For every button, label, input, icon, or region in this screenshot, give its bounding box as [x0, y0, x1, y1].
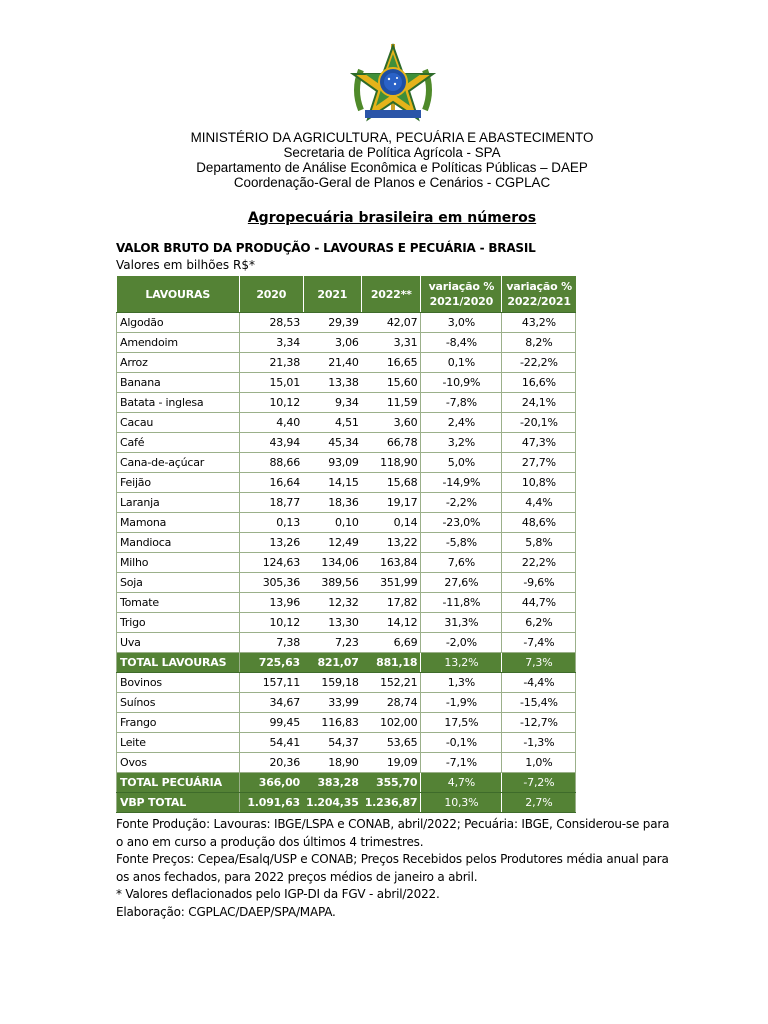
value-2022: 1.236,87 [362, 793, 421, 813]
value-2022: 351,99 [362, 573, 421, 593]
value-2022: 19,17 [362, 493, 421, 513]
value-2021: 389,56 [303, 573, 362, 593]
value-2020: 28,53 [240, 313, 304, 333]
variation-2022-2021: 6,2% [502, 613, 576, 633]
variation-2022-2021: -7,4% [502, 633, 576, 653]
row-label: Bovinos [117, 673, 240, 693]
note-production-source: Fonte Produção: Lavouras: IBGE/LSPA e CONAB, abril/2022; Pecuária: IBGE, Considerou-se para [116, 817, 670, 831]
variation-2021-2020: 2,4% [421, 413, 502, 433]
row-label: Amendoim [117, 333, 240, 353]
row-label: Laranja [117, 493, 240, 513]
table-row [117, 333, 576, 353]
col-variation-2022-2021 [502, 276, 576, 313]
value-2022: 14,12 [362, 613, 421, 633]
row-label: Milho [117, 553, 240, 573]
variation-2022-2021: 8,2% [502, 333, 576, 353]
ministry-name: MINISTÉRIO DA AGRICULTURA, PECUÁRIA E ABASTECIMENTO [190, 130, 594, 145]
value-2022: 102,00 [362, 713, 421, 733]
value-2022: 0,14 [362, 513, 421, 533]
note-elaboration: Elaboração: CGPLAC/DAEP/SPA/MAPA. [116, 904, 336, 919]
variation-2021-2020: 31,3% [421, 613, 502, 633]
value-2021: 18,36 [303, 493, 362, 513]
table-row [117, 673, 576, 693]
value-2020: 1.091,63 [240, 793, 304, 813]
value-2021: 159,18 [303, 673, 362, 693]
value-2020: 13,26 [240, 533, 304, 553]
value-2022: 15,60 [362, 373, 421, 393]
value-2020: 366,00 [240, 773, 304, 793]
value-2022: 3,31 [362, 333, 421, 353]
value-2022: 19,09 [362, 753, 421, 773]
variation-2021-2020: -7,8% [421, 393, 502, 413]
value-2020: 3,34 [240, 333, 304, 353]
variation-2022-2021: 44,7% [502, 593, 576, 613]
variation-2022-2021: -7,2% [502, 773, 576, 793]
variation-2021-2020: -10,9% [421, 373, 502, 393]
variation-2022-2021: 4,4% [502, 493, 576, 513]
value-2021: 45,34 [303, 433, 362, 453]
value-2022: 42,07 [362, 313, 421, 333]
row-label: TOTAL LAVOURAS [117, 653, 240, 673]
table-row [117, 693, 576, 713]
value-2021: 18,90 [303, 753, 362, 773]
table-row [117, 733, 576, 753]
secretariat-name: Secretaria de Política Agrícola - SPA [283, 145, 501, 160]
coat-of-arms-emblem [347, 40, 439, 124]
value-2020: 20,36 [240, 753, 304, 773]
row-label: Mamona [117, 513, 240, 533]
variation-2021-2020: -8,4% [421, 333, 502, 353]
value-2020: 21,38 [240, 353, 304, 373]
row-label: Mandioca [117, 533, 240, 553]
note-price-source-cont: os anos fechados, para 2022 preços médios de janeiro a abril. [116, 869, 478, 884]
document-title: Agropecuária brasileira em números [247, 210, 537, 226]
variation-2022-2021: -1,3% [502, 733, 576, 753]
variation-2021-2020: -14,9% [421, 473, 502, 493]
row-label: Café [117, 433, 240, 453]
variation-2022-2021: -12,7% [502, 713, 576, 733]
value-2021: 7,23 [303, 633, 362, 653]
value-2021: 54,37 [303, 733, 362, 753]
value-2020: 54,41 [240, 733, 304, 753]
value-2022: 3,60 [362, 413, 421, 433]
table-row [117, 533, 576, 553]
table-row [117, 553, 576, 573]
table-row [117, 493, 576, 513]
variation-2021-2020: 5,0% [421, 453, 502, 473]
table-row [117, 393, 576, 413]
value-2020: 124,63 [240, 553, 304, 573]
value-2020: 7,38 [240, 633, 304, 653]
value-2022: 15,68 [362, 473, 421, 493]
variation-2021-2020: -2,2% [421, 493, 502, 513]
value-2021: 116,83 [303, 713, 362, 733]
value-2020: 305,36 [240, 573, 304, 593]
col-2020: 2020 [240, 276, 304, 313]
variation-2021-2020: -0,1% [421, 733, 502, 753]
value-2020: 725,63 [240, 653, 304, 673]
value-2022: 881,18 [362, 653, 421, 673]
row-label: Soja [117, 573, 240, 593]
ministry-header [0, 130, 768, 190]
section-title: VALOR BRUTO DA PRODUÇÃO - LAVOURAS E PECUÁRIA - BRASIL [116, 241, 536, 255]
value-2020: 34,67 [240, 693, 304, 713]
table-row [117, 593, 576, 613]
value-2022: 152,21 [362, 673, 421, 693]
col-2021: 2021 [303, 276, 362, 313]
value-2022: 16,65 [362, 353, 421, 373]
table-row [117, 413, 576, 433]
value-2020: 0,13 [240, 513, 304, 533]
row-label: Arroz [117, 353, 240, 373]
value-2021: 13,30 [303, 613, 362, 633]
variation-2022-2021: -15,4% [502, 693, 576, 713]
value-2021: 4,51 [303, 413, 362, 433]
col-variation-2021-2020 [421, 276, 502, 313]
variation-2021-2020: 4,7% [421, 773, 502, 793]
col-variation-label: variação % [428, 280, 495, 293]
table-row [117, 513, 576, 533]
value-2021: 383,28 [303, 773, 362, 793]
value-2021: 14,15 [303, 473, 362, 493]
value-2022: 163,84 [362, 553, 421, 573]
department-name: Departamento de Análise Econômica e Políticas Públicas – DAEP [196, 160, 588, 175]
value-2020: 88,66 [240, 453, 304, 473]
variation-2022-2021: 5,8% [502, 533, 576, 553]
table-row [117, 373, 576, 393]
value-2021: 821,07 [303, 653, 362, 673]
value-2020: 13,96 [240, 593, 304, 613]
variation-2022-2021: 47,3% [502, 433, 576, 453]
variation-2022-2021: 1,0% [502, 753, 576, 773]
vbp-total-row [117, 793, 576, 813]
row-label: Feijão [117, 473, 240, 493]
row-label: Trigo [117, 613, 240, 633]
value-2021: 33,99 [303, 693, 362, 713]
value-2022: 17,82 [362, 593, 421, 613]
coordination-name: Coordenação-Geral de Planos e Cenários - CGPLAC [233, 175, 551, 190]
value-2020: 4,40 [240, 413, 304, 433]
variation-2022-2021: -22,2% [502, 353, 576, 373]
value-2020: 16,64 [240, 473, 304, 493]
row-label: Algodão [117, 313, 240, 333]
value-2021: 134,06 [303, 553, 362, 573]
row-label: TOTAL PECUÁRIA [117, 773, 240, 793]
value-2022: 28,74 [362, 693, 421, 713]
row-label: Cacau [117, 413, 240, 433]
variation-2021-2020: -1,9% [421, 693, 502, 713]
variation-2021-2020: 27,6% [421, 573, 502, 593]
row-label: Tomate [117, 593, 240, 613]
table-row [117, 633, 576, 653]
row-label: Uva [117, 633, 240, 653]
row-label: Frango [117, 713, 240, 733]
table-row [117, 613, 576, 633]
value-2020: 157,11 [240, 673, 304, 693]
note-deflation: * Valores deflacionados pelo IGP-DI da FGV - abril/2022. [116, 887, 440, 901]
variation-2022-2021: -4,4% [502, 673, 576, 693]
variation-2021-2020: -5,8% [421, 533, 502, 553]
row-label: Ovos [117, 753, 240, 773]
variation-2022-2021: 43,2% [502, 313, 576, 333]
variation-2022-2021: 2,7% [502, 793, 576, 813]
col-variation-label: variação % [506, 280, 572, 293]
variation-2021-2020: 13,2% [421, 653, 502, 673]
value-2022: 6,69 [362, 633, 421, 653]
variation-2021-2020: -7,1% [421, 753, 502, 773]
table-row [117, 713, 576, 733]
variation-2022-2021: 7,3% [502, 653, 576, 673]
value-2022: 13,22 [362, 533, 421, 553]
value-2021: 93,09 [303, 453, 362, 473]
variation-2021-2020: 1,3% [421, 673, 502, 693]
table-row [117, 433, 576, 453]
variation-2022-2021: 10,8% [502, 473, 576, 493]
vbp-table [116, 276, 576, 813]
value-2020: 43,94 [240, 433, 304, 453]
value-2021: 13,38 [303, 373, 362, 393]
variation-2021-2020: 3,0% [421, 313, 502, 333]
value-2022: 53,65 [362, 733, 421, 753]
value-2020: 10,12 [240, 393, 304, 413]
value-2021: 9,34 [303, 393, 362, 413]
total-lavouras-row [117, 653, 576, 673]
units-note: Valores em bilhões R$* [116, 258, 255, 272]
table-row [117, 353, 576, 373]
variation-2021-2020: 17,5% [421, 713, 502, 733]
table-row [117, 753, 576, 773]
row-label: Batata - inglesa [117, 393, 240, 413]
value-2022: 118,90 [362, 453, 421, 473]
variation-2022-2021: -9,6% [502, 573, 576, 593]
variation-2022-2021: 22,2% [502, 553, 576, 573]
variation-2022-2021: 16,6% [502, 373, 576, 393]
value-2021: 12,49 [303, 533, 362, 553]
value-2021: 29,39 [303, 313, 362, 333]
total-pecuaria-row [117, 773, 576, 793]
variation-2022-2021: 48,6% [502, 513, 576, 533]
variation-2021-2020: 10,3% [421, 793, 502, 813]
value-2021: 0,10 [303, 513, 362, 533]
col-variation-period: 2021/2020 [429, 295, 494, 308]
value-2021: 12,32 [303, 593, 362, 613]
table-row [117, 473, 576, 493]
row-label: Cana-de-açúcar [117, 453, 240, 473]
value-2022: 355,70 [362, 773, 421, 793]
table-header-row [117, 276, 576, 313]
value-2022: 66,78 [362, 433, 421, 453]
value-2020: 99,45 [240, 713, 304, 733]
table-row [117, 573, 576, 593]
note-production-source-cont: o ano em curso a produção dos últimos 4 trimestres. [116, 834, 424, 849]
value-2022: 11,59 [362, 393, 421, 413]
value-2021: 1.204,35 [303, 793, 362, 813]
value-2020: 15,01 [240, 373, 304, 393]
variation-2021-2020: -23,0% [421, 513, 502, 533]
col-variation-period: 2022/2021 [507, 295, 571, 308]
variation-2022-2021: 27,7% [502, 453, 576, 473]
row-label: Suínos [117, 693, 240, 713]
variation-2021-2020: 7,6% [421, 553, 502, 573]
row-label: Leite [117, 733, 240, 753]
value-2021: 21,40 [303, 353, 362, 373]
variation-2022-2021: -20,1% [502, 413, 576, 433]
variation-2021-2020: 3,2% [421, 433, 502, 453]
table-row [117, 453, 576, 473]
col-2022: 2022** [362, 276, 421, 313]
col-lavouras: LAVOURAS [117, 276, 240, 313]
row-label: VBP TOTAL [117, 793, 240, 813]
variation-2021-2020: 0,1% [421, 353, 502, 373]
variation-2021-2020: -11,8% [421, 593, 502, 613]
variation-2022-2021: 24,1% [502, 393, 576, 413]
variation-2021-2020: -2,0% [421, 633, 502, 653]
table-row [117, 313, 576, 333]
value-2020: 18,77 [240, 493, 304, 513]
value-2021: 3,06 [303, 333, 362, 353]
value-2020: 10,12 [240, 613, 304, 633]
note-price-source: Fonte Preços: Cepea/Esalq/USP e CONAB; Preços Recebidos pelos Produtores média anual para [116, 852, 669, 866]
footnotes [116, 816, 676, 921]
row-label: Banana [117, 373, 240, 393]
